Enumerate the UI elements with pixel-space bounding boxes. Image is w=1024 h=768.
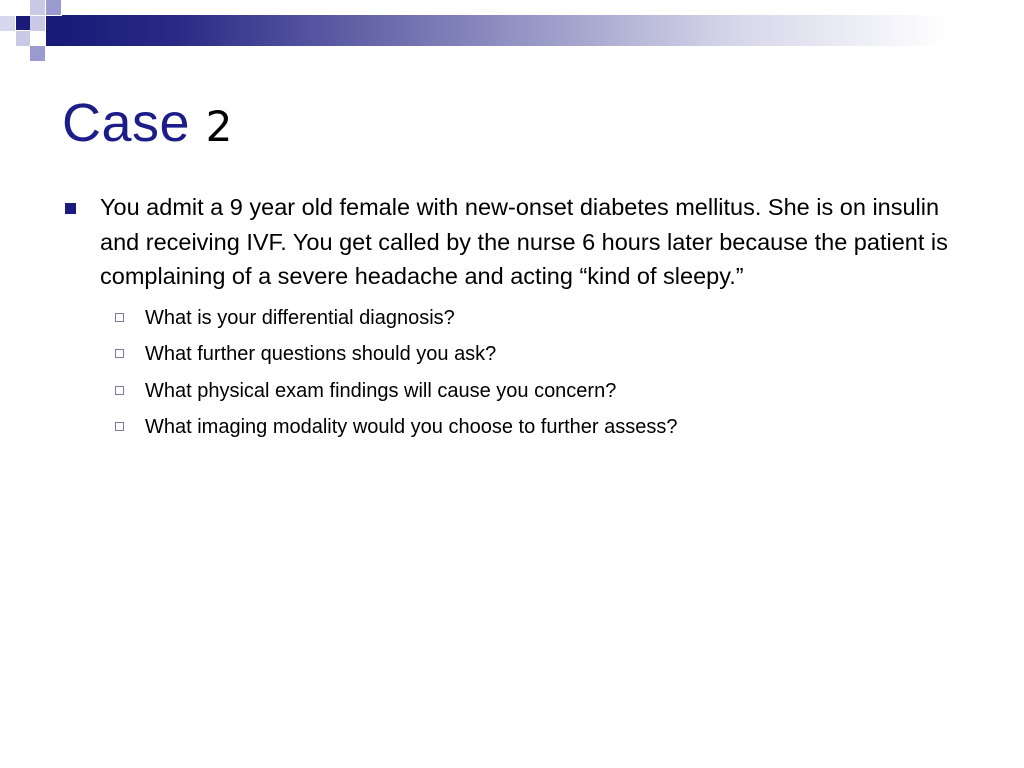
slide-title (62, 93, 233, 153)
decor-square (46, 0, 61, 15)
sub-bullet-text: What physical exam findings will cause you concern? (145, 379, 617, 402)
title-number: 2 (205, 102, 233, 151)
decor-square (30, 46, 45, 61)
sub-bullet-list (62, 300, 972, 446)
sub-bullet-text: What imaging modality would you choose to further assess? (145, 416, 678, 438)
main-bullet (62, 190, 972, 294)
decor-square (0, 16, 15, 31)
hollow-square-bullet-icon (115, 313, 124, 322)
main-bullet-text: You admit a 9 year old female with new-onset diabetes mellitus. She is on insulin and receiving IVF. You get called by the nurse 6 hours later because the patient is complaining of a severe headache and acting “kind of sleepy.” (100, 194, 948, 289)
filled-square-bullet-icon (65, 203, 76, 214)
sub-bullet (62, 373, 972, 410)
header-banner (0, 0, 1024, 62)
sub-bullet-text: What is your differential diagnosis? (145, 306, 455, 329)
decor-square (16, 16, 30, 30)
decor-square (30, 0, 45, 15)
sub-bullet (62, 409, 972, 446)
sub-bullet (62, 300, 972, 337)
hollow-square-bullet-icon (115, 422, 124, 431)
hollow-square-bullet-icon (115, 349, 124, 358)
slide-content (62, 190, 972, 446)
sub-bullet-text: What further questions should you ask? (145, 343, 497, 365)
title-word: Case (62, 93, 191, 153)
hollow-square-bullet-icon (115, 386, 124, 395)
banner-gradient-bar (62, 15, 1024, 46)
decor-square (30, 16, 45, 31)
sub-bullet (62, 336, 972, 373)
decor-square (46, 16, 62, 46)
decor-square (16, 31, 30, 46)
